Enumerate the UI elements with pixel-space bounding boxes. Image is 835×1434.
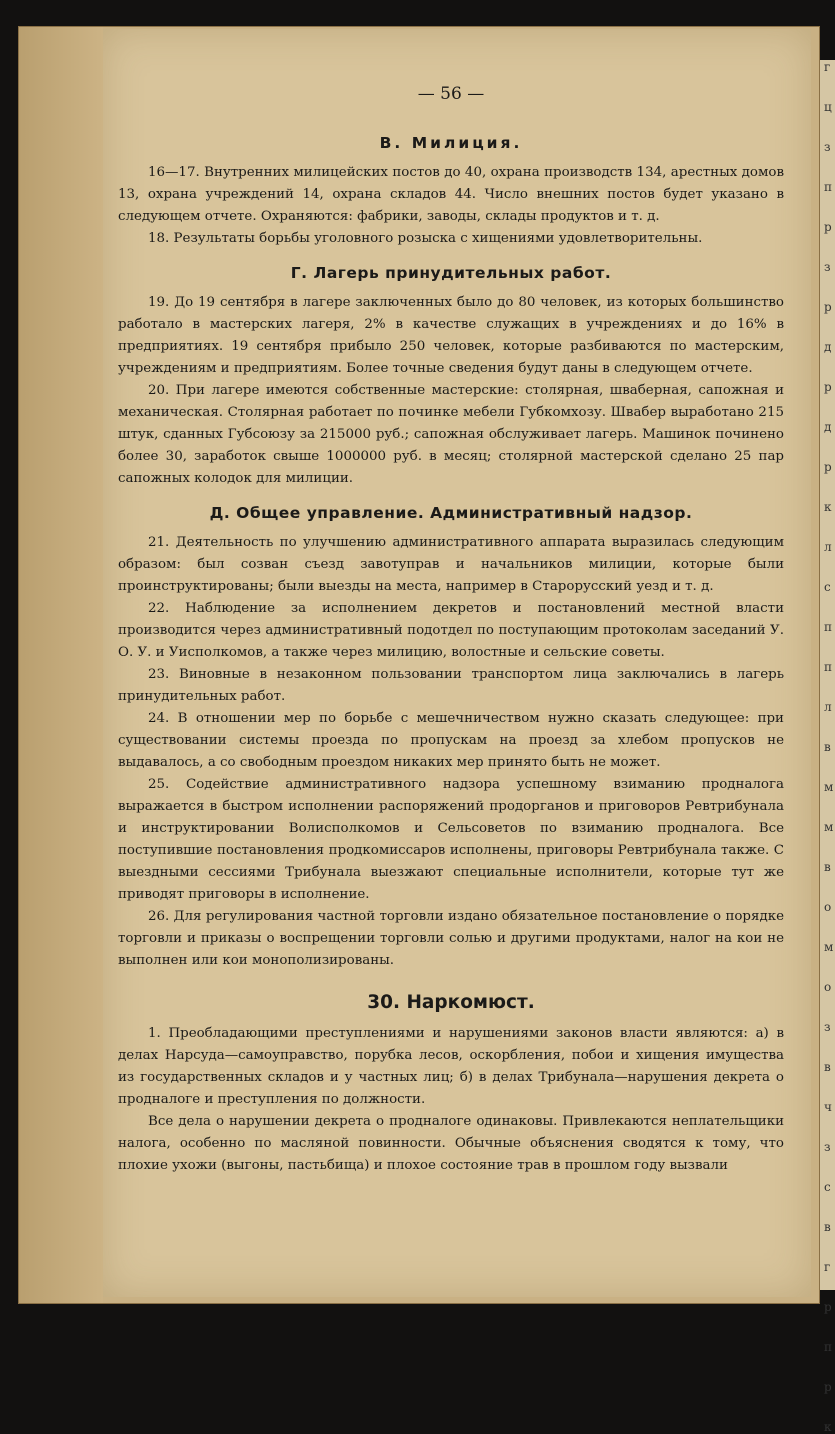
margin-letter: з	[824, 1140, 831, 1154]
margin-letter: в	[824, 1220, 831, 1234]
margin-letter: з	[824, 260, 831, 274]
margin-letter: к	[824, 1420, 832, 1434]
section-heading-militia: В. Милиция.	[379, 134, 523, 152]
margin-letter: в	[824, 1060, 831, 1074]
margin-letter: м	[824, 780, 834, 794]
paragraph: 26. Для регулирования частной торговли издано обязательное постановление о порядке торговли и приказы о воспрещении торговли солью и другими продуктами, налог на кои не выполнен или кои монополизированы.	[118, 909, 784, 968]
margin-letter: о	[824, 980, 832, 994]
margin-letter: м	[824, 940, 834, 954]
margin-letter: с	[824, 580, 831, 594]
paragraph: 25. Содействие административного надзора успешному взиманию продналога выражается в быстром исполнении распоряжений продорганов и приговоров Ревтрибунала и инструктировании Волисполкомов и Сельсоветов по взиманию продналога. Все поступившие постановления продкомиссаров исполнены, приговоры Ревтрибунала также. С выездными сессиями Трибунала выезжают специальные исполнители, которые тут же приводят приговоры в исполнение.	[118, 777, 784, 902]
page-text	[118, 84, 784, 1177]
margin-letter: с	[824, 1180, 831, 1194]
adjacent-page-edge	[820, 60, 835, 1434]
margin-letter: л	[824, 700, 832, 714]
margin-letter: р	[824, 300, 832, 314]
margin-letter: д	[824, 420, 832, 434]
margin-letter: р	[824, 460, 832, 474]
section-heading-administration: Д. Общее управление. Административный надзор.	[209, 504, 693, 522]
margin-letter: в	[824, 860, 831, 874]
margin-letter: р	[824, 380, 832, 394]
page-gutter	[19, 27, 103, 1303]
margin-letter: д	[824, 340, 832, 354]
margin-letter: г	[824, 1260, 831, 1274]
margin-letter: л	[824, 540, 832, 554]
margin-letter: р	[824, 1380, 832, 1394]
paragraph: 21. Деятельность по улучшению административного аппарата выразилась следующим образом: был созван съезд завотуправ и начальников милиции, которые были проинструктированы; были выезды на места, например в Старорусский уезд и т. д.	[118, 535, 784, 594]
margin-letter: п	[824, 180, 832, 194]
margin-letter: з	[824, 1020, 831, 1034]
paragraph: 23. Виновные в незаконном пользовании транспортом лица заключались в лагерь принудительных работ.	[118, 667, 784, 704]
section-heading-labor-camp: Г. Лагерь принудительных работ.	[290, 264, 612, 282]
page-number: — 56 —	[417, 84, 485, 104]
paragraph: 1. Преобладающими преступлениями и нарушениями законов власти являются: а) в делах Нарсуда—самоуправство, порубка лесов, оскорбления, побои и хищения имущества из государственных складов и у частных лиц; б) в делах Трибунала—нарушения декрета о продналоге и преступления по должности.	[118, 1026, 784, 1107]
margin-letter: п	[824, 1340, 832, 1354]
paragraph: 22. Наблюдение за исполнением декретов и постановлений местной власти производится через административный подотдел по поступающим протоколам заседаний У. О. У. и Уисполкомов, а также через милицию, волостные и сельские советы.	[118, 601, 784, 660]
margin-letter: ц	[824, 100, 832, 114]
margin-letter: р	[824, 220, 832, 234]
paragraph: 18. Результаты борьбы уголовного розыска с хищениями удовлетворительны.	[148, 231, 703, 246]
margin-letter: п	[824, 620, 832, 634]
margin-letter: п	[824, 660, 832, 674]
margin-letter: м	[824, 820, 834, 834]
paragraph: 16—17. Внутренних милицейских постов до 40, охрана производств 134, арестных домов 13, охрана учреждений 14, охрана складов 44. Число внешних постов будет указано в следующем отчете. Охраняются: фабрики, заводы, склады продуктов и т. д.	[118, 165, 784, 224]
chapter-heading-narkomyust: 30. Наркомюст.	[367, 992, 535, 1013]
margin-letter: р	[824, 1300, 832, 1314]
margin-letter: в	[824, 740, 831, 754]
paragraph: 19. До 19 сентября в лагере заключенных было до 80 человек, из которых большинство работало в мастерских лагеря, 2% в качестве служащих в учреждениях и до 16% в предприятиях. 19 сентября прибыло 250 человек, которые разбиваются по мастерским, учреждениям и предприятиям. Более точные сведения будут даны в следующем отчете.	[118, 295, 784, 376]
paragraph: 24. В отношении мер по борьбе с мешечничеством нужно сказать следующее: при существовании системы проезда по пропускам на проезд за хлебом пропусков не выдавалось, а со свободным проездом никаких мер принято быть не может.	[118, 711, 784, 770]
margin-letter: к	[824, 500, 832, 514]
margin-letter: ч	[824, 1100, 832, 1114]
margin-letter: о	[824, 900, 832, 914]
paragraph: Все дела о нарушении декрета о продналоге одинаковы. Привлекаются неплательщики налога, особенно по масляной повинности. Обычные объяснения сводятся к тому, что плохие ухожи (выгоны, пастьбища) и плохое состояние трав в прошлом году вызвали	[118, 1114, 784, 1173]
margin-letter: г	[824, 60, 831, 74]
paragraph: 20. При лагере имеются собственные мастерские: столярная, шваберная, сапожная и механическая. Столярная работает по починке мебели Губкомхозу. Швабер выработано 215 штук, сданных Губсоюзу за 215000 руб.; сапожная обслуживает лагерь. Машинок починено более 30, заработок свыше 1000000 руб. в месяц; столярной мастерской сделано 25 пар сапожных колодок для милиции.	[118, 383, 784, 486]
margin-letter: з	[824, 140, 831, 154]
